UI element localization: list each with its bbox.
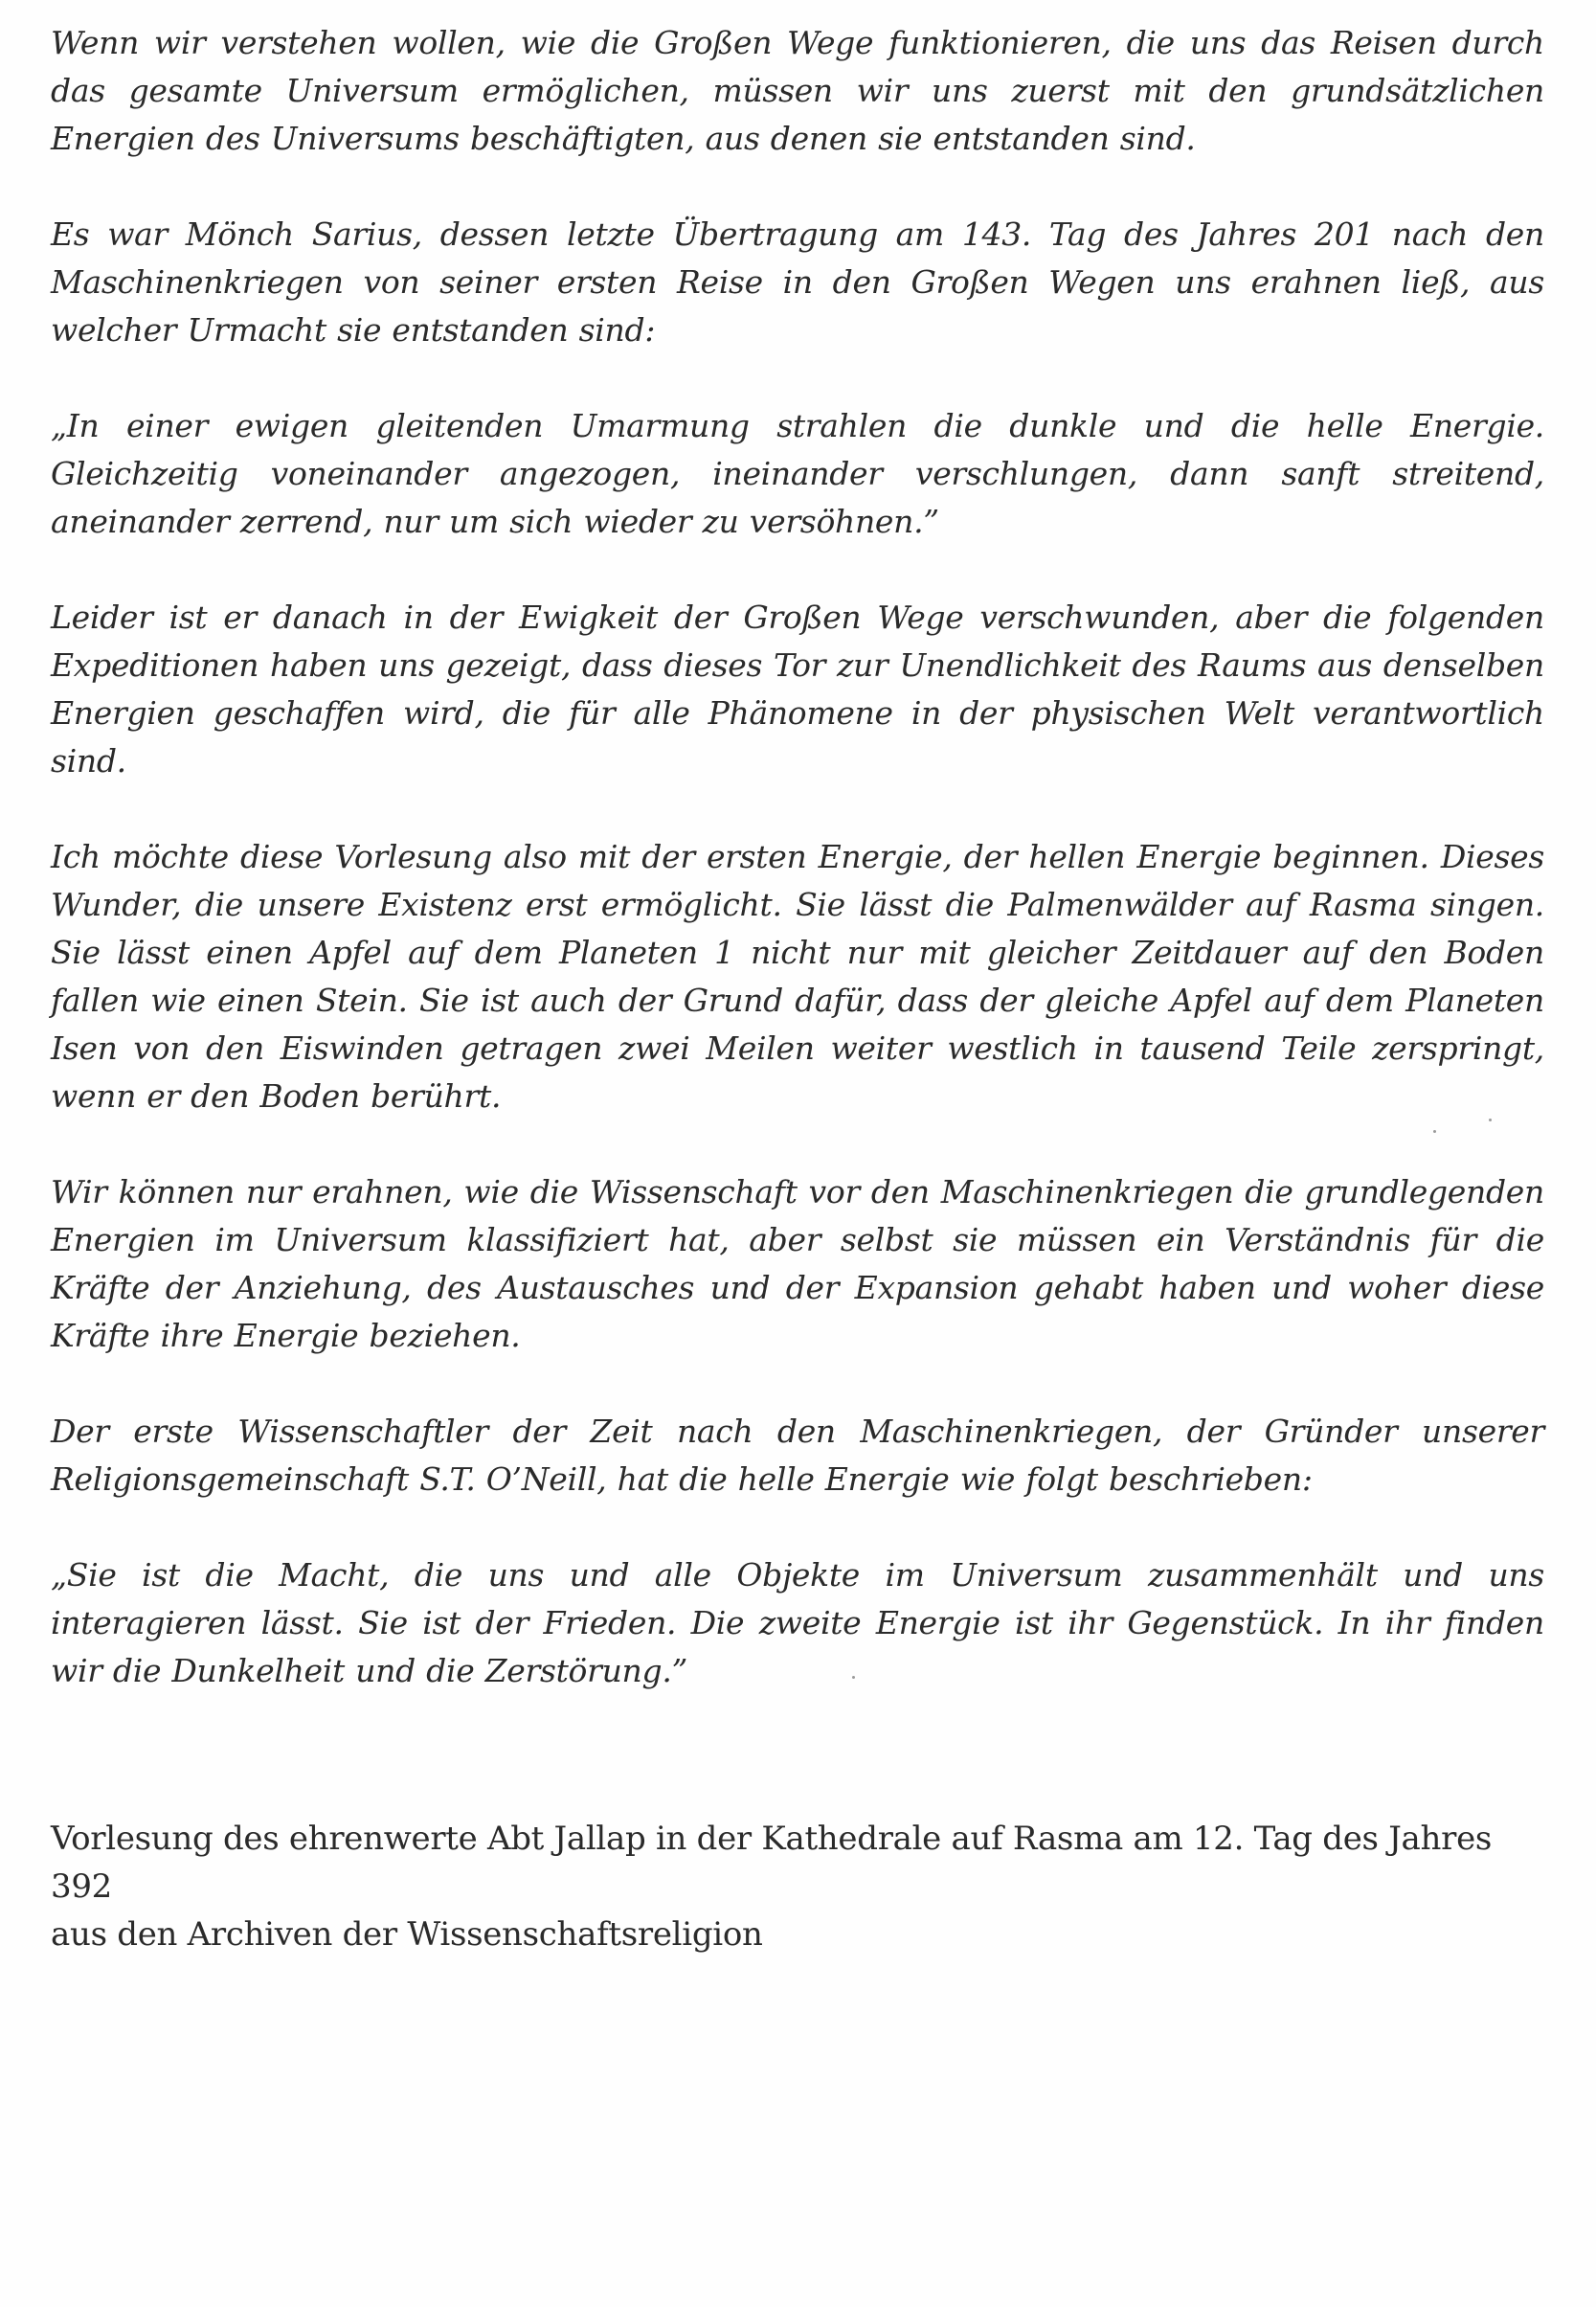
paragraph-intro: Wenn wir verstehen wollen, wie die Großen Wege funktionieren, die uns das Reisen durch das gesamte Universum ermöglichen, müssen wir uns zuerst mit den grundsätzlichen Energien des Universums beschäftigten, aus denen sie entstanden sind.: [51, 24, 1544, 157]
paragraph-oneill: Der erste Wissenschaftler der Zeit nach den Maschinenkriegen, der Gründer unserer Religionsgemeinschaft S.T. O’Neill, hat die helle Energie wie folgt beschrieben:: [51, 1413, 1544, 1498]
scan-speck: [852, 1676, 855, 1679]
paragraph-sarius: Es war Mönch Sarius, dessen letzte Übertragung am 143. Tag des Jahres 201 nach den Maschinenkriegen von seiner ersten Reise in den Großen Wegen uns erahnen ließ, aus welcher Urmacht sie entstanden sind:: [51, 215, 1544, 349]
attribution-line-1: Vorlesung des ehrenwerte Abt Jallap in der Kathedrale auf Rasma am 12. Tag des Jahres 392: [51, 1820, 1493, 1906]
scan-speck: [1489, 1119, 1492, 1121]
paragraph-light-energy: Ich möchte diese Vorlesung also mit der ersten Energie, der hellen Energie beginnen. Dieses Wunder, die unsere Existenz erst ermöglicht. Sie lässt die Palmenwälder auf Rasma singen. Sie lässt einen Apfel auf dem Planeten 1 nicht nur mit gleicher Zeitdauer auf den Boden fallen wie einen Stein. Sie ist auch der Grund dafür, dass der gleiche Apfel auf dem Planeten Isen von den Eiswinden getragen zwei Meilen weiter westlich in tausend Teile zerspringt, wenn er den Boden berührt.: [51, 838, 1544, 1115]
quote-sarius: „In einer ewigen gleitenden Umarmung strahlen die dunkle und die helle Energie. Gleichzeitig voneinander angezogen, ineinander verschlungen, dann sanft streitend, aneinander zerrend, nur um sich wieder zu versöhnen.”: [51, 407, 1544, 540]
source-attribution: [51, 1815, 1544, 1958]
quote-oneill: „Sie ist die Macht, die uns und alle Objekte im Universum zusammenhält und uns interagieren lässt. Sie ist der Frieden. Die zweite Energie ist ihr Gegenstück. In ihr finden wir die Dunkelheit und die Zerstörung.”: [51, 1556, 1544, 1689]
scan-speck: [1433, 1130, 1436, 1133]
lecture-text: [51, 19, 1544, 1743]
paragraph-expeditions: Leider ist er danach in der Ewigkeit der Großen Wege verschwunden, aber die folgenden Expeditionen haben uns gezeigt, dass dieses Tor zur Unendlichkeit des Raums aus denselben Energien geschaffen wird, die für alle Phänomene in der physischen Welt verantwortlich sind.: [51, 599, 1544, 780]
paragraph-science: Wir können nur erahnen, wie die Wissenschaft vor den Maschinenkriegen die grundlegenden Energien im Universum klassifiziert hat, aber selbst sie müssen ein Verständnis für die Kräfte der Anziehung, des Austausches und der Expansion gehabt haben und woher diese Kräfte ihre Energie beziehen.: [51, 1173, 1544, 1354]
attribution-line-2: aus den Archiven der Wissenschaftsreligion: [51, 1915, 763, 1954]
